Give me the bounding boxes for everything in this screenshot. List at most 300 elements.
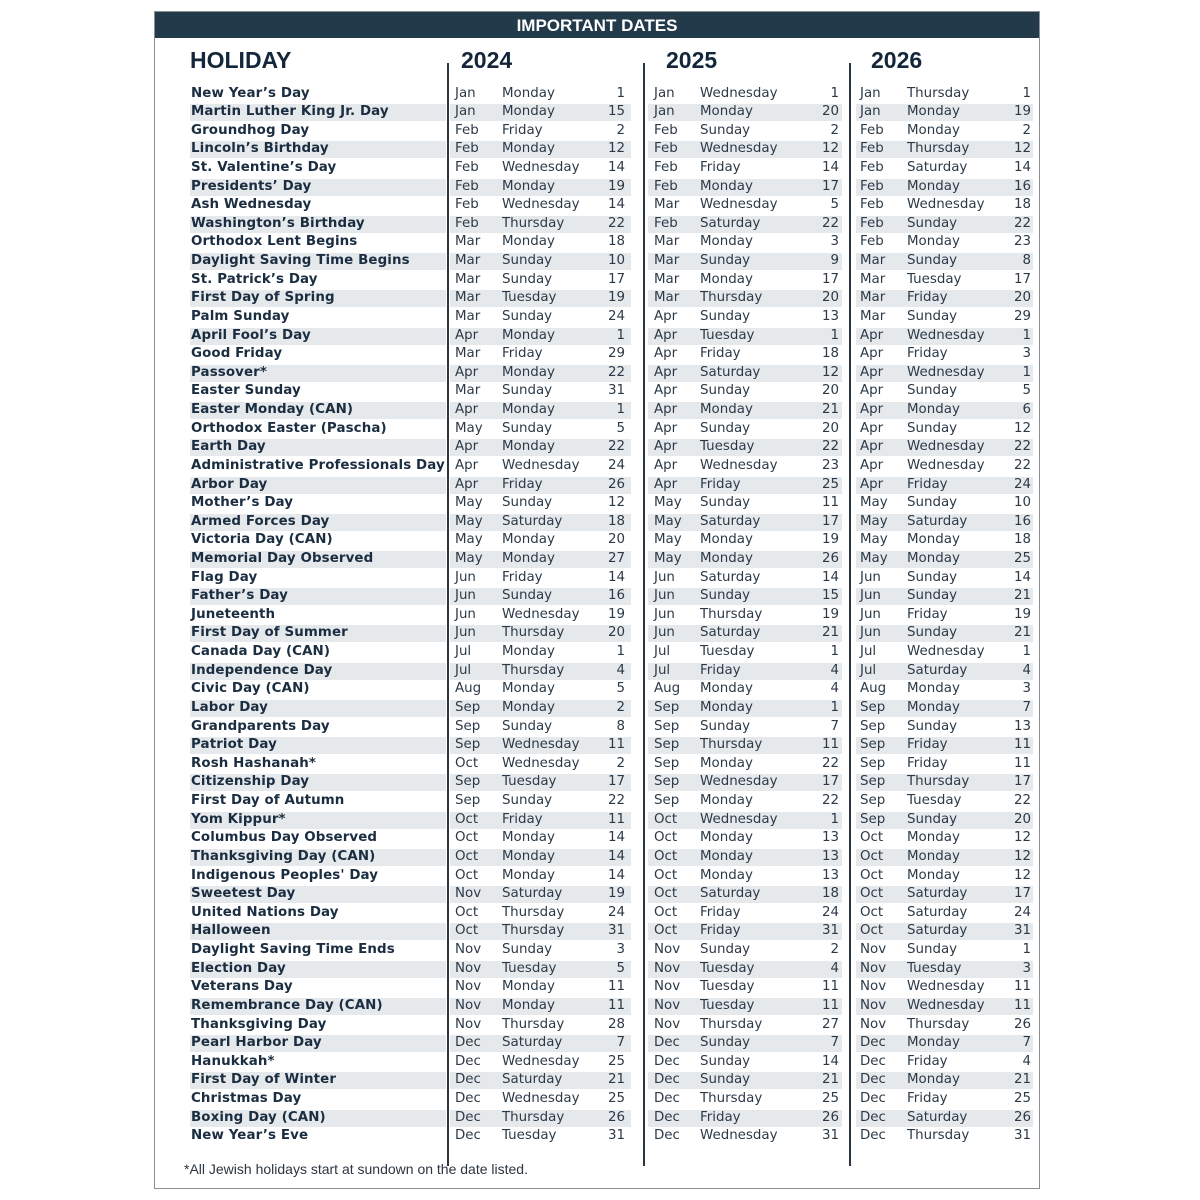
day-2025: 1 [830,85,839,101]
month-2025: Dec [654,1035,680,1051]
weekday-2025: Tuesday [700,327,755,343]
weekday-2025: Sunday [700,122,751,138]
day-2025: 7 [830,1035,839,1051]
table-row [190,1034,1035,1053]
day-2024: 19 [607,886,625,902]
holiday-name: Mother’s Day [191,495,294,511]
day-2026: 22 [1013,793,1031,809]
day-2026: 31 [1013,923,1031,939]
month-2024: Feb [455,178,479,194]
day-2024: 14 [607,159,625,175]
holiday-name: Christmas Day [191,1090,302,1106]
month-2024: Nov [455,997,482,1013]
table-row [190,159,1035,178]
month-2024: Nov [455,942,482,958]
table-row [190,755,1035,774]
table-row [190,401,1035,420]
weekday-2025: Monday [700,681,753,697]
weekday-2024: Monday [502,681,555,697]
table-row [190,997,1035,1016]
day-2024: 17 [607,271,625,287]
day-2025: 2 [830,942,839,958]
day-2026: 11 [1013,755,1031,771]
day-2025: 20 [821,104,839,120]
day-2024: 27 [607,551,625,566]
day-2025: 12 [821,141,839,157]
holiday-name: Halloween [191,923,271,939]
weekday-2024: Monday [502,178,555,194]
table-row [190,215,1035,234]
weekday-2024: Wednesday [502,755,580,771]
weekday-2026: Sunday [907,942,958,958]
day-2026: 18 [1013,532,1031,548]
day-2025: 11 [821,737,839,753]
month-2026: Dec [860,1072,886,1088]
table-row [190,960,1035,979]
holiday-name: Orthodox Easter (Pascha) [191,420,387,436]
table-row [190,513,1035,532]
holiday-name: April Fool’s Day [191,327,311,343]
day-2024: 14 [607,197,625,213]
table-row [190,569,1035,588]
weekday-2024: Monday [502,327,555,343]
weekday-2025: Wednesday [700,141,778,157]
month-2024: Oct [455,830,479,846]
day-2024: 17 [607,774,625,790]
month-2025: Nov [654,979,681,995]
month-2024: Mar [455,308,481,324]
month-2025: Feb [654,159,678,175]
holiday-name: Arbor Day [191,476,268,492]
holiday-name: Administrative Professionals Day [191,457,445,473]
holiday-name: Groundhog Day [191,122,310,138]
day-2025: 23 [821,457,839,473]
month-2024: Mar [455,253,481,269]
day-2026: 10 [1013,495,1031,511]
weekday-2025: Saturday [700,569,761,585]
day-2025: 17 [821,774,839,790]
month-2026: Jul [860,662,877,678]
holiday-name: Daylight Saving Time Ends [191,942,395,958]
weekday-2024: Thursday [502,625,565,641]
weekday-2026: Wednesday [907,364,985,380]
month-2024: Jun [455,606,476,622]
holiday-name: Boxing Day (CAN) [191,1109,326,1125]
month-2024: Mar [455,383,481,399]
day-2026: 21 [1013,1072,1031,1088]
month-2026: May [860,513,888,529]
table-row [190,420,1035,439]
day-2024: 19 [607,606,625,622]
month-2025: Dec [654,1128,680,1144]
day-2026: 21 [1013,625,1031,641]
table-row [190,662,1035,681]
weekday-2024: Thursday [502,1109,565,1125]
weekday-2026: Wednesday [907,327,985,343]
month-2024: Jun [455,569,476,585]
table-row [190,587,1035,606]
weekday-2025: Monday [700,234,753,250]
month-2024: Feb [455,197,479,213]
month-2025: Nov [654,997,681,1013]
weekday-2026: Tuesday [907,960,962,976]
day-2024: 24 [607,904,625,920]
month-2025: Apr [654,327,678,343]
table-row [190,848,1035,867]
weekday-2024: Wednesday [502,159,580,175]
month-2025: Apr [654,476,678,492]
day-2024: 31 [607,923,625,939]
weekday-2025: Wednesday [700,1128,778,1144]
day-2024: 29 [607,346,625,362]
day-2026: 11 [1013,997,1031,1013]
month-2024: Jun [455,588,476,604]
month-2026: Nov [860,979,887,995]
day-2026: 4 [1022,662,1031,678]
month-2026: Oct [860,867,884,883]
weekday-2026: Friday [907,476,948,492]
month-2024: Sep [455,774,481,790]
table-row [190,531,1035,550]
holiday-name: Patriot Day [191,737,277,753]
holiday-name: First Day of Summer [191,625,348,641]
day-2025: 1 [830,699,839,715]
day-2024: 25 [607,1090,625,1106]
month-2026: Feb [860,141,884,157]
weekday-2024: Sunday [502,718,553,734]
day-2026: 17 [1013,271,1031,287]
day-2026: 17 [1013,774,1031,790]
weekday-2024: Tuesday [502,960,557,976]
weekday-2025: Monday [700,402,753,418]
weekday-2026: Sunday [907,253,958,269]
weekday-2025: Friday [700,476,741,492]
month-2025: Apr [654,457,678,473]
month-2025: Feb [654,178,678,194]
holiday-name: Remembrance Day (CAN) [191,997,383,1013]
month-2024: Apr [455,402,479,418]
day-2026: 22 [1013,215,1031,231]
weekday-2025: Thursday [700,1016,763,1032]
month-2026: Mar [860,308,886,324]
weekday-2024: Monday [502,439,555,455]
weekday-2024: Tuesday [502,1128,557,1144]
month-2024: Oct [455,848,479,864]
month-2024: Mar [455,346,481,362]
footnote: *All Jewish holidays start at sundown on the date listed. [184,1161,528,1177]
day-2025: 4 [830,960,839,976]
month-2024: Feb [455,159,479,175]
day-2025: 1 [830,644,839,660]
day-2025: 25 [821,476,839,492]
weekday-2025: Wednesday [700,457,778,473]
month-2025: Feb [654,122,678,138]
month-2024: May [455,513,483,529]
weekday-2024: Monday [502,234,555,250]
day-2026: 14 [1013,569,1031,585]
weekday-2024: Sunday [502,420,553,436]
weekday-2024: Sunday [502,383,553,399]
weekday-2025: Monday [700,830,753,846]
weekday-2025: Friday [700,662,741,678]
day-2024: 24 [607,457,625,473]
weekday-2024: Monday [502,644,555,660]
month-2025: Oct [654,923,678,939]
month-2026: Dec [860,1053,886,1069]
day-2024: 14 [607,569,625,585]
month-2026: Apr [860,420,884,436]
weekday-2024: Sunday [502,495,553,511]
month-2025: Apr [654,308,678,324]
month-2024: Oct [455,904,479,920]
month-2025: Sep [654,718,680,734]
day-2025: 21 [821,402,839,418]
table-row [190,1109,1035,1128]
table-row [190,196,1035,215]
table-row [190,476,1035,495]
weekday-2024: Monday [502,830,555,846]
month-2025: Mar [654,253,680,269]
day-2025: 13 [821,308,839,324]
table-row [190,438,1035,457]
weekday-2026: Saturday [907,662,968,678]
holiday-name: St. Patrick’s Day [191,271,318,287]
month-2024: Jan [455,85,476,101]
day-2025: 31 [821,1128,839,1144]
holiday-name: Columbus Day Observed [191,830,378,846]
weekday-2025: Monday [700,755,753,771]
weekday-2025: Saturday [700,886,761,902]
holiday-name: Lincoln’s Birthday [191,141,329,157]
weekday-2024: Friday [502,569,543,585]
holiday-name: First Day of Spring [191,290,335,306]
table-row [190,364,1035,383]
month-2024: Feb [455,215,479,231]
month-2024: Sep [455,699,481,715]
day-2026: 1 [1022,644,1031,660]
table-row [190,792,1035,811]
weekday-2025: Tuesday [700,960,755,976]
weekday-2025: Sunday [700,253,751,269]
weekday-2026: Monday [907,830,960,846]
month-2026: Apr [860,383,884,399]
weekday-2025: Sunday [700,383,751,399]
weekday-2025: Friday [700,159,741,175]
month-2026: Nov [860,942,887,958]
month-2026: Sep [860,755,886,771]
weekday-2026: Thursday [907,85,970,101]
day-2024: 12 [607,141,625,157]
month-2025: Jun [654,625,675,641]
holiday-name: Presidents’ Day [191,178,312,194]
weekday-2024: Monday [502,364,555,380]
month-2026: May [860,495,888,511]
month-2025: Nov [654,960,681,976]
holiday-name: Rosh Hashanah* [191,755,316,771]
day-2025: 9 [830,253,839,269]
day-2026: 12 [1013,867,1031,883]
day-2026: 2 [1022,122,1031,138]
month-2024: Dec [455,1090,481,1106]
weekday-2024: Wednesday [502,1090,580,1106]
holiday-name: St. Valentine’s Day [191,159,337,175]
day-2026: 3 [1022,346,1031,362]
holiday-name: Good Friday [191,346,283,362]
day-2024: 22 [607,793,625,809]
weekday-2025: Tuesday [700,439,755,455]
table-row [190,1127,1035,1146]
weekday-2026: Tuesday [907,271,962,287]
day-2024: 26 [607,1109,625,1125]
month-2025: Feb [654,215,678,231]
weekday-2025: Sunday [700,308,751,324]
day-2025: 4 [830,681,839,697]
weekday-2024: Friday [502,346,543,362]
day-2026: 19 [1013,606,1031,622]
holiday-name: First Day of Autumn [191,793,345,809]
day-2025: 22 [821,793,839,809]
day-2026: 16 [1013,178,1031,194]
day-2024: 14 [607,848,625,864]
month-2026: May [860,551,888,566]
day-2024: 22 [607,364,625,380]
weekday-2026: Tuesday [907,793,962,809]
day-2026: 14 [1013,159,1031,175]
day-2025: 22 [821,215,839,231]
day-2025: 4 [830,662,839,678]
holiday-name: Yom Kippur* [191,811,286,827]
weekday-2026: Friday [907,737,948,753]
day-2025: 15 [821,588,839,604]
month-2026: Nov [860,960,887,976]
holiday-name: Armed Forces Day [191,513,330,529]
day-2024: 20 [607,532,625,548]
day-2024: 2 [616,699,625,715]
weekday-2026: Saturday [907,886,968,902]
month-2025: Oct [654,830,678,846]
month-2026: Feb [860,234,884,250]
table-row [190,941,1035,960]
weekday-2026: Sunday [907,625,958,641]
month-2026: Dec [860,1090,886,1106]
year-header-2024: 2024 [461,47,513,73]
holiday-name: Indigenous Peoples' Day [191,867,379,883]
month-2024: Oct [455,811,479,827]
day-2024: 1 [616,327,625,343]
day-2025: 20 [821,383,839,399]
month-2024: Apr [455,327,479,343]
holiday-name: Ash Wednesday [191,197,312,213]
weekday-2025: Tuesday [700,979,755,995]
day-2025: 21 [821,1072,839,1088]
month-2024: Feb [455,141,479,157]
weekday-2025: Wednesday [700,774,778,790]
month-2024: Dec [455,1035,481,1051]
weekday-2025: Friday [700,346,741,362]
weekday-2025: Thursday [700,290,763,306]
day-2025: 19 [821,606,839,622]
weekday-2025: Tuesday [700,644,755,660]
day-2025: 13 [821,867,839,883]
weekday-2026: Sunday [907,495,958,511]
month-2026: Apr [860,476,884,492]
day-2026: 7 [1022,699,1031,715]
weekday-2026: Friday [907,1090,948,1106]
month-2024: Nov [455,1016,482,1032]
table-row [190,178,1035,197]
weekday-2026: Thursday [907,1128,970,1144]
holiday-name: Civic Day (CAN) [191,681,310,697]
table-row [190,699,1035,718]
weekday-2024: Thursday [502,1016,565,1032]
month-2024: Mar [455,234,481,250]
day-2024: 8 [616,718,625,734]
table-row [190,345,1035,364]
day-2026: 4 [1022,1053,1031,1069]
table-row [190,718,1035,737]
month-2024: Jan [455,104,476,120]
weekday-2024: Sunday [502,253,553,269]
day-2026: 1 [1022,942,1031,958]
table-row [190,904,1035,923]
day-2025: 5 [830,197,839,213]
table-row [190,773,1035,792]
month-2024: Oct [455,867,479,883]
table-row [190,327,1035,346]
weekday-2026: Friday [907,1053,948,1069]
month-2026: Sep [860,718,886,734]
holiday-name: Memorial Day Observed [191,551,374,566]
month-2025: May [654,513,682,529]
month-2024: Nov [455,960,482,976]
table-row [190,85,1035,104]
day-2024: 5 [616,960,625,976]
weekday-2026: Wednesday [907,197,985,213]
day-2024: 1 [616,644,625,660]
weekday-2026: Monday [907,104,960,120]
day-2024: 24 [607,308,625,324]
weekday-2025: Saturday [700,215,761,231]
holiday-name: Veterans Day [191,979,293,995]
day-2025: 26 [821,1109,839,1125]
holiday-name: Martin Luther King Jr. Day [191,104,389,120]
month-2025: Apr [654,420,678,436]
table-row [190,550,1035,569]
month-2025: Sep [654,755,680,771]
weekday-2025: Wednesday [700,197,778,213]
month-2026: Dec [860,1128,886,1144]
weekday-2025: Monday [700,793,753,809]
month-2024: Feb [455,122,479,138]
weekday-2026: Saturday [907,1109,968,1125]
weekday-2026: Monday [907,1072,960,1088]
weekday-2024: Tuesday [502,774,557,790]
table-row [190,1090,1035,1109]
day-2026: 3 [1022,960,1031,976]
holiday-name: Earth Day [191,439,266,455]
weekday-2026: Monday [907,699,960,715]
month-2026: Feb [860,159,884,175]
day-2024: 28 [607,1016,625,1032]
holiday-name: Thanksgiving Day [191,1016,327,1032]
holiday-name: Easter Sunday [191,383,301,399]
month-2024: Nov [455,886,482,902]
weekday-2026: Thursday [907,1016,970,1032]
day-2024: 22 [607,439,625,455]
month-2025: Jun [654,588,675,604]
day-2024: 2 [616,755,625,771]
month-2026: Apr [860,364,884,380]
